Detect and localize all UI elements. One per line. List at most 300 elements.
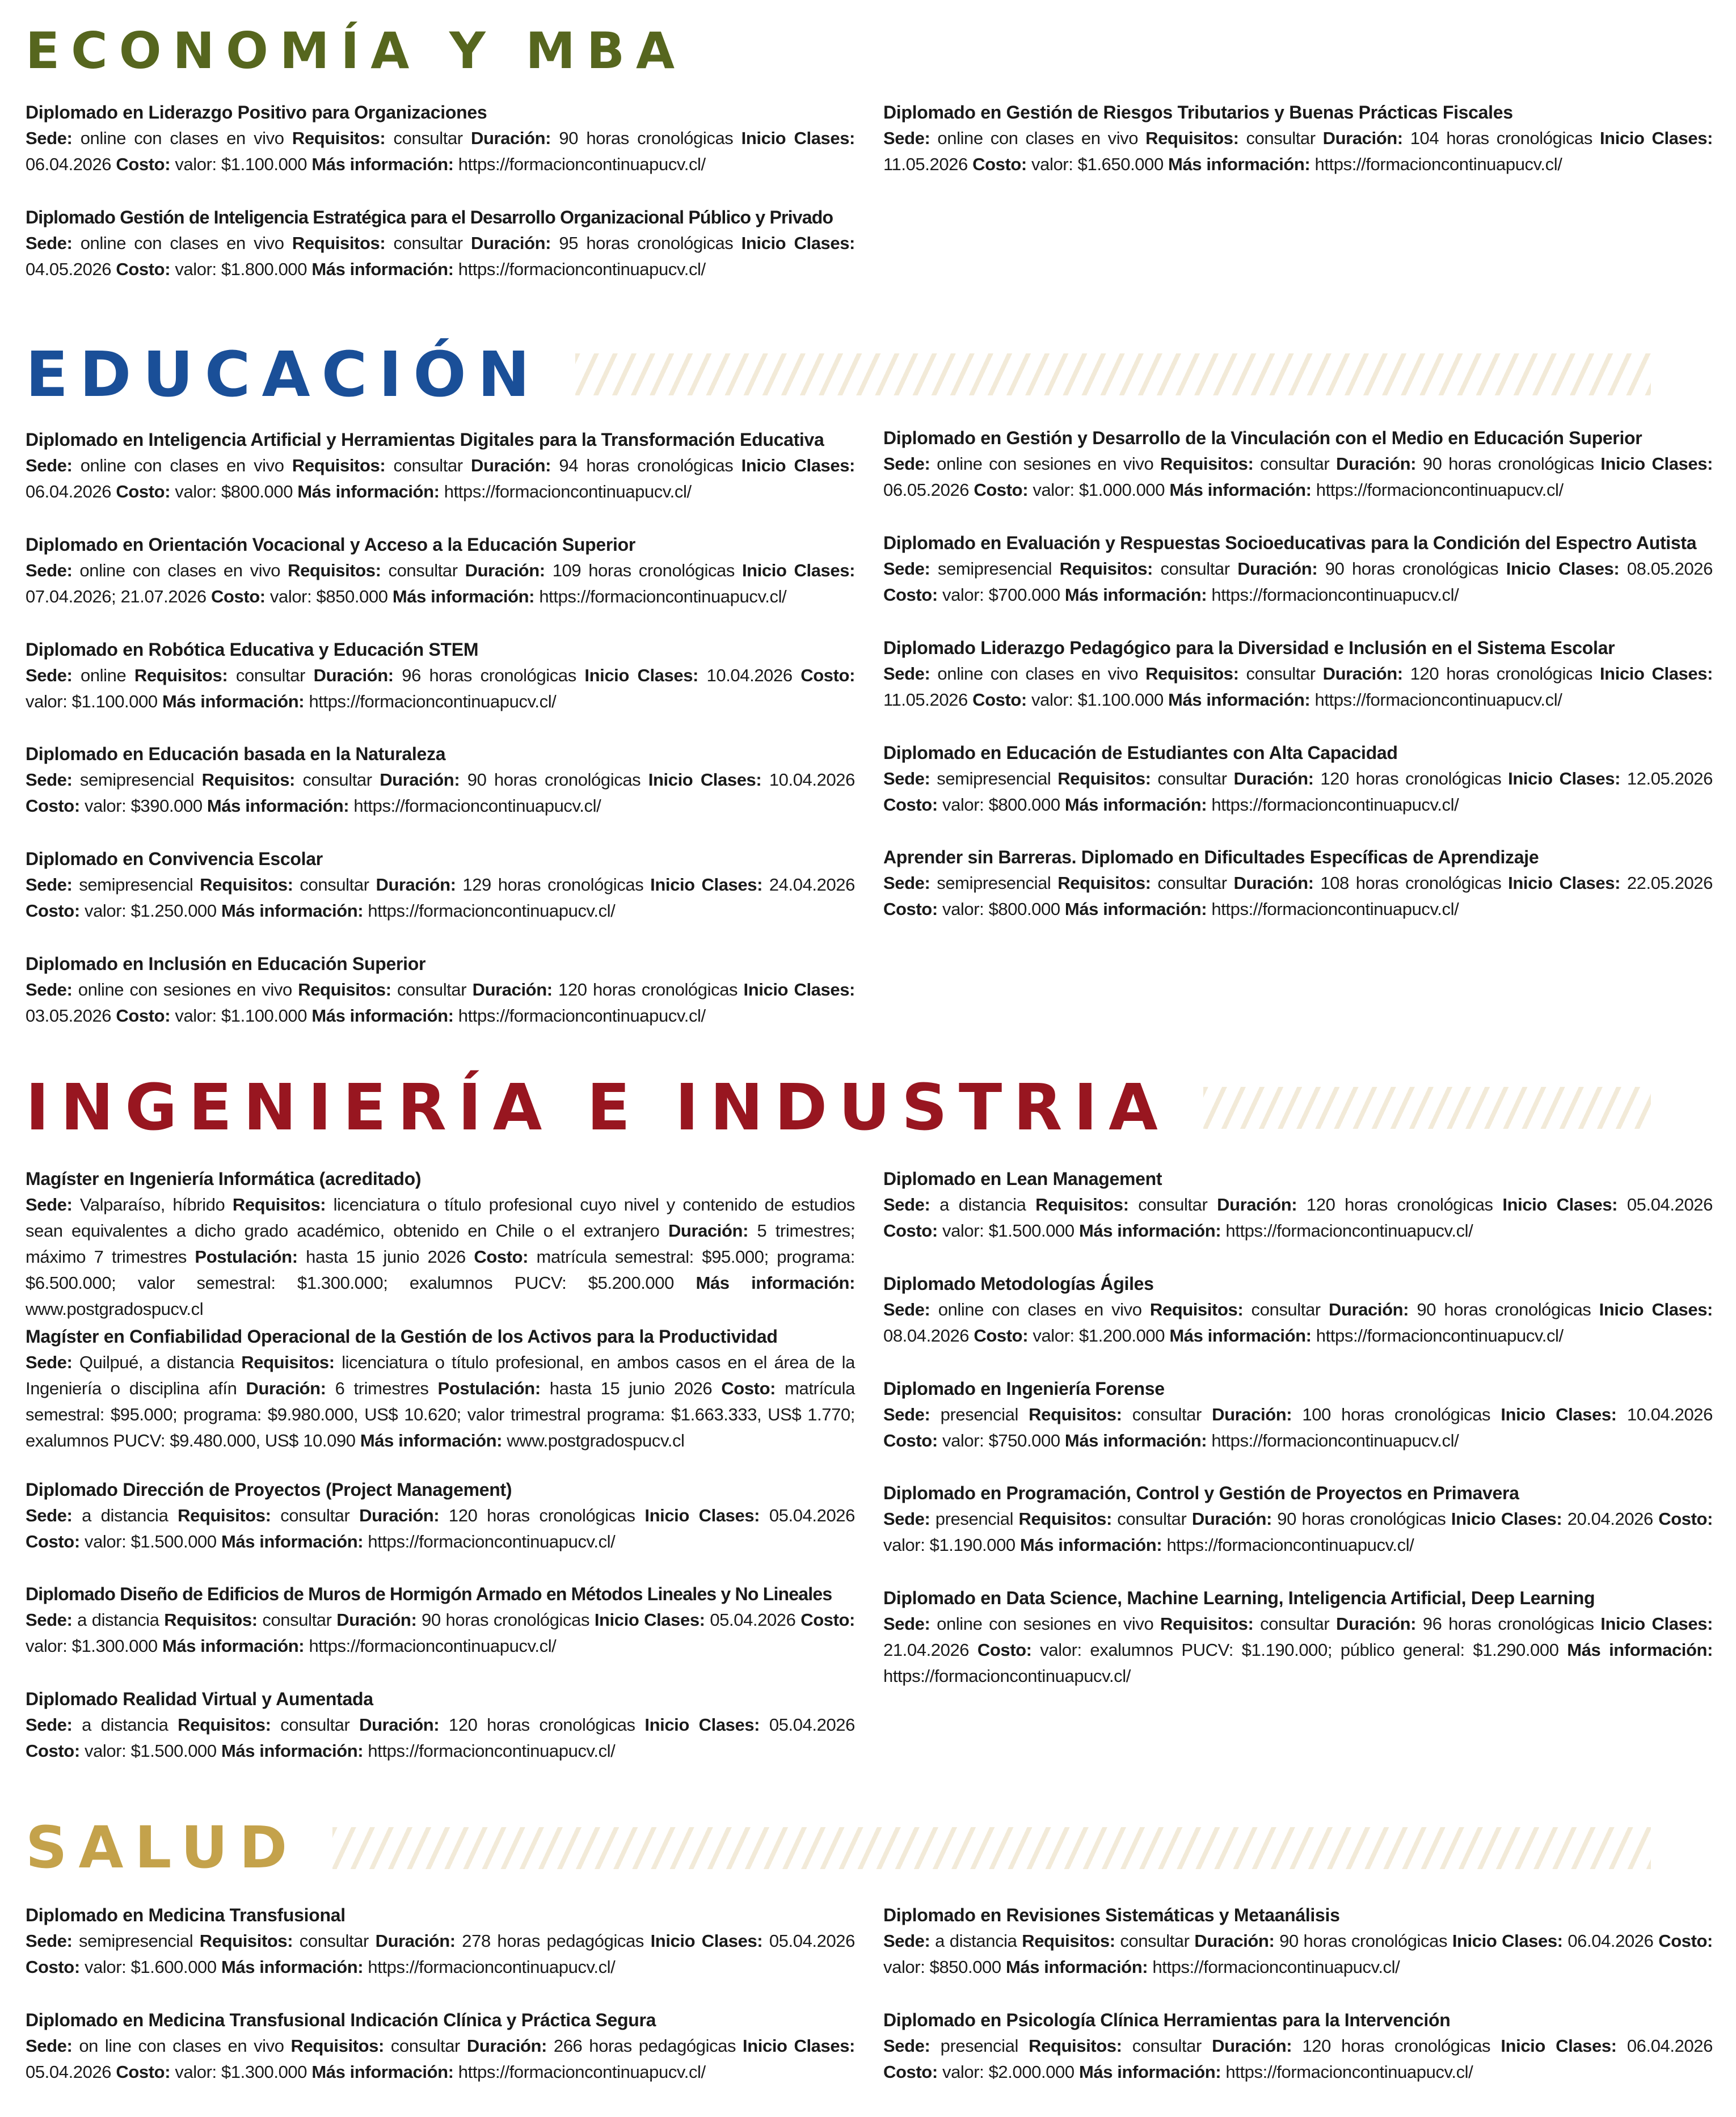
costo-value: matrícula semestral: $95.000; programa: $6.500.000; valor semestral: $1.300.000; exalumnos PUCV: $5.200.000 — [26, 1247, 855, 1293]
requisitos-value: consultar — [385, 128, 471, 148]
program-title: Diplomado en Ingeniería Forense — [883, 1378, 1165, 1399]
requisitos-label: Requisitos: — [201, 770, 295, 790]
program-item — [26, 1581, 855, 1659]
inicio-clases-label: Inicio Clases: — [743, 2036, 855, 2056]
duracion-label: Duración: — [1212, 1405, 1292, 1424]
inicio-clases-label: Inicio Clases: — [741, 560, 855, 580]
info-link-value[interactable]: https://formacioncontinuapucv.cl/ — [363, 1957, 616, 1977]
info-link-label: Más información: — [221, 901, 364, 921]
postulacion-label: Postulación: — [437, 1378, 541, 1398]
requisitos-label: Requisitos: — [134, 665, 228, 685]
requisitos-label: Requisitos: — [1160, 1614, 1254, 1634]
requisitos-value: consultar — [385, 456, 471, 475]
program-title: Diplomado Diseño de Edificios de Muros de Hormigón Armado en Métodos Lineales y No Lineales — [26, 1584, 832, 1604]
info-link-label: Más información: — [1567, 1640, 1713, 1660]
costo-label: Costo: — [116, 482, 171, 501]
info-link-label: Más información: — [297, 482, 440, 501]
requisitos-value: licenciatura o título profesional cuyo nivel y contenido de estudios sean equivalentes a dicho grado académico, obtenido en Chile o el extranjero — [26, 1195, 855, 1241]
costo-label: Costo: — [972, 154, 1027, 174]
duracion-label: Duración: — [471, 128, 551, 148]
info-link-value[interactable]: https://formacioncontinuapucv.cl/ — [1207, 585, 1459, 605]
program-details — [26, 977, 855, 1029]
info-link-value[interactable]: www.postgradospucv.cl — [26, 1299, 204, 1319]
requisitos-value: consultar — [227, 665, 314, 685]
inicio-clases-value: 06.04.2026 — [1562, 1931, 1659, 1951]
inicio-clases-label: Inicio Clases: — [1502, 1195, 1618, 1214]
program-item — [26, 636, 855, 715]
costo-value: valor: $1.800.000 — [170, 259, 312, 279]
sede-label: Sede: — [26, 560, 73, 580]
duracion-value: 100 horas cronológicas — [1292, 1405, 1501, 1424]
costo-label: Costo: — [721, 1378, 776, 1398]
sede-value: semipresencial — [72, 770, 202, 790]
costo-label: Costo: — [210, 587, 266, 606]
inicio-clases-label: Inicio Clases: — [644, 1505, 760, 1525]
program-title: Diplomado en Gestión y Desarrollo de la Vinculación con el Medio en Educación Superior — [883, 428, 1642, 448]
program-item — [883, 1166, 1713, 1244]
program-title: Diplomado en Educación de Estudiantes con Alta Capacidad — [883, 743, 1398, 763]
sede-label: Sede: — [26, 875, 73, 895]
program-title: Diplomado en Gestión de Riesgos Tributarios y Buenas Prácticas Fiscales — [883, 102, 1513, 123]
program-details — [883, 1611, 1713, 1689]
inicio-clases-label: Inicio Clases: — [741, 128, 855, 148]
postulacion-value: hasta 15 junio 2026 — [540, 1378, 722, 1398]
requisitos-label: Requisitos: — [298, 980, 391, 1000]
info-link-value[interactable]: https://formacioncontinuapucv.cl/ — [439, 482, 692, 501]
costo-value: valor: $800.000 — [937, 795, 1065, 815]
inicio-clases-value: 05.04.2026 — [1617, 1195, 1713, 1214]
inicio-clases-value: 11.05.2026 — [883, 690, 973, 710]
info-link-label: Más información: — [311, 2062, 454, 2082]
duracion-value: 90 horas cronológicas — [1271, 1509, 1451, 1529]
duracion-label: Duración: — [1335, 454, 1417, 474]
requisitos-value: consultar — [391, 980, 473, 1000]
sede-value: online con sesiones en vivo — [930, 454, 1161, 474]
duracion-value: 90 horas cronológicas — [1317, 559, 1506, 579]
costo-label: Costo: — [474, 1247, 529, 1267]
info-link-value[interactable]: www.postgradospucv.cl — [502, 1431, 685, 1450]
requisitos-label: Requisitos: — [1035, 1195, 1129, 1214]
costo-label: Costo: — [116, 2062, 171, 2082]
duracion-value: 129 horas cronológicas — [456, 875, 651, 895]
costo-label: Costo: — [977, 1640, 1032, 1660]
requisitos-label: Requisitos: — [178, 1505, 271, 1525]
costo-label: Costo: — [883, 795, 938, 815]
info-link-value[interactable]: https://formacioncontinuapucv.cl/ — [453, 2062, 706, 2082]
info-link-value[interactable]: https://formacioncontinuapucv.cl/ — [883, 1666, 1131, 1686]
costo-value: valor: $850.000 — [265, 587, 393, 606]
requisitos-value: consultar — [385, 233, 471, 253]
sede-label: Sede: — [26, 770, 73, 790]
program-details — [26, 230, 855, 282]
inicio-clases-label: Inicio Clases: — [1599, 1300, 1713, 1319]
program-item — [26, 1323, 855, 1454]
program-item — [883, 740, 1713, 818]
requisitos-value: consultar — [1128, 1195, 1217, 1214]
info-link-value[interactable]: https://formacioncontinuapucv.cl/ — [1148, 1957, 1400, 1977]
inicio-clases-label: Inicio Clases: — [650, 875, 763, 895]
inicio-clases-value: 06.04.2026 — [26, 482, 116, 501]
duracion-label: Duración: — [471, 233, 551, 253]
requisitos-label: Requisitos: — [1057, 769, 1151, 788]
costo-label: Costo: — [26, 1532, 80, 1551]
duracion-label: Duración: — [471, 456, 551, 475]
requisitos-label: Requisitos: — [1059, 559, 1153, 579]
info-link-label: Más información: — [311, 1006, 454, 1026]
program-item — [26, 1477, 855, 1555]
sede-value: a distancia — [72, 1610, 165, 1630]
sede-label: Sede: — [883, 1931, 930, 1951]
requisitos-value: consultar — [271, 1505, 360, 1525]
inicio-clases-label: Inicio Clases: — [1508, 873, 1621, 893]
program-title: Diplomado en Inclusión en Educación Superior — [26, 954, 426, 974]
program-details — [883, 2033, 1713, 2085]
sede-label: Sede: — [883, 1195, 930, 1214]
inicio-clases-label: Inicio Clases: — [644, 1715, 760, 1735]
sede-label: Sede: — [26, 1505, 73, 1525]
program-details — [883, 1402, 1713, 1454]
duracion-value: 120 horas cronológicas — [439, 1505, 645, 1525]
inicio-clases-label: Inicio Clases: — [741, 456, 855, 475]
requisitos-value: consultar — [293, 875, 376, 895]
requisitos-label: Requisitos: — [164, 1610, 258, 1630]
sede-label: Sede: — [883, 1300, 930, 1319]
duracion-label: Duración: — [668, 1221, 749, 1241]
duracion-label: Duración: — [359, 1715, 440, 1735]
duracion-label: Duración: — [246, 1378, 326, 1398]
costo-value: valor: $850.000 — [883, 1957, 1006, 1977]
info-link-label: Más información: — [696, 1273, 855, 1293]
postulacion-value: hasta 15 junio 2026 — [297, 1247, 474, 1267]
info-link-label: Más información: — [221, 1957, 364, 1977]
sede-label: Sede: — [883, 559, 930, 579]
program-details — [26, 2033, 855, 2085]
info-link-label: Más información: — [221, 1741, 364, 1761]
costo-label: Costo: — [116, 259, 171, 279]
info-link-label: Más información: — [360, 1431, 503, 1450]
inicio-clases-label: Inicio Clases: — [1600, 454, 1713, 474]
duracion-value: 278 horas pedagógicas — [455, 1931, 651, 1951]
program-details — [883, 556, 1713, 608]
info-link-value[interactable]: https://formacioncontinuapucv.cl/ — [363, 1741, 616, 1761]
program-title: Diplomado en Psicología Clínica Herramientas para la Intervención — [883, 2010, 1451, 2030]
program-item — [883, 1480, 1713, 1558]
requisitos-value: consultar — [381, 560, 465, 580]
info-link-label: Más información: — [1064, 899, 1207, 919]
info-link-value[interactable]: https://formacioncontinuapucv.cl/ — [1311, 1326, 1564, 1346]
program-item — [26, 1166, 855, 1322]
inicio-clases-value: 06.04.2026 — [26, 154, 116, 174]
sede-label: Sede: — [26, 665, 73, 685]
info-link-label: Más información: — [1168, 690, 1311, 710]
duracion-value: 5 trimestres; máximo 7 trimestres — [26, 1221, 855, 1267]
requisitos-label: Requisitos: — [1022, 1931, 1115, 1951]
duracion-value: 90 horas cronológicas — [1416, 454, 1601, 474]
info-link-label: Más información: — [1078, 1221, 1221, 1241]
postulacion-label: Postulación: — [195, 1247, 298, 1267]
info-link-value[interactable]: https://formacioncontinuapucv.cl/ — [1310, 690, 1562, 710]
program-details — [26, 1192, 855, 1322]
info-link-value[interactable]: https://formacioncontinuapucv.cl/ — [1207, 1431, 1459, 1450]
info-link-value[interactable]: https://formacioncontinuapucv.cl/ — [453, 154, 706, 174]
program-title: Diplomado en Medicina Transfusional Indicación Clínica y Práctica Segura — [26, 2010, 656, 2030]
info-link-label: Más información: — [1064, 795, 1207, 815]
duracion-value: 90 horas cronológicas — [460, 770, 648, 790]
costo-value: valor: $2.000.000 — [937, 2062, 1079, 2082]
duracion-label: Duración: — [380, 770, 460, 790]
inicio-clases-label: Inicio Clases: — [594, 1610, 705, 1630]
requisitos-label: Requisitos: — [292, 233, 386, 253]
costo-label: Costo: — [1658, 1509, 1713, 1529]
sede-label: Sede: — [883, 873, 930, 893]
program-title: Magíster en Ingeniería Informática (acreditado) — [26, 1169, 422, 1189]
program-item — [26, 427, 855, 505]
program-details — [26, 453, 855, 505]
inicio-clases-value: 22.05.2026 — [1620, 873, 1713, 893]
sede-label: Sede: — [26, 980, 73, 1000]
inicio-clases-label: Inicio Clases: — [1508, 769, 1621, 788]
info-link-label: Más información: — [1005, 1957, 1148, 1977]
sede-value: online con clases en vivo — [72, 560, 288, 580]
requisitos-label: Requisitos: — [290, 2036, 384, 2056]
requisitos-value: consultar — [1122, 1405, 1212, 1424]
requisitos-label: Requisitos: — [1145, 128, 1239, 148]
sede-label: Sede: — [26, 1715, 73, 1735]
program-title: Diplomado en Medicina Transfusional — [26, 1905, 345, 1925]
costo-label: Costo: — [116, 1006, 171, 1026]
costo-value: valor: $1.500.000 — [937, 1221, 1079, 1241]
costo-label: Costo: — [974, 1326, 1029, 1346]
sede-value: online con sesiones en vivo — [930, 1614, 1161, 1634]
sede-label: Sede: — [26, 2036, 73, 2056]
costo-value: valor: $800.000 — [937, 899, 1065, 919]
info-link-label: Más información: — [311, 154, 454, 174]
program-item — [26, 204, 855, 282]
info-link-label: Más información: — [162, 691, 305, 711]
program-title: Diplomado en Educación basada en la Naturaleza — [26, 744, 446, 764]
requisitos-value: consultar — [1238, 128, 1323, 148]
inicio-clases-value: 08.04.2026 — [883, 1326, 974, 1346]
costo-value: matrícula semestral: $95.000; programa: $9.980.000, US$ 10.620; valor trimestral programa: $1.663.333, US$ 1.770; exalumnos PUCV: $9.480.000, US$ 10.090 — [26, 1378, 855, 1450]
program-title: Diplomado en Liderazgo Positivo para Organizaciones — [26, 102, 487, 123]
info-link-label: Más información: — [1169, 1326, 1312, 1346]
sede-value: online — [72, 665, 134, 685]
costo-label: Costo: — [883, 899, 938, 919]
info-link-value[interactable]: https://formacioncontinuapucv.cl/ — [363, 901, 616, 921]
info-link-value[interactable]: https://formacioncontinuapucv.cl/ — [534, 587, 787, 606]
requisitos-value: consultar — [293, 1931, 376, 1951]
duracion-value: 96 horas cronológicas — [393, 665, 585, 685]
requisitos-value: consultar — [384, 2036, 467, 2056]
sede-label: Sede: — [26, 456, 73, 475]
duracion-label: Duración: — [1329, 1300, 1409, 1319]
duracion-value: 120 horas cronológicas — [1313, 769, 1509, 788]
costo-label: Costo: — [883, 1431, 938, 1450]
requisitos-label: Requisitos: — [232, 1195, 326, 1214]
program-details — [883, 1297, 1713, 1349]
info-link-value[interactable]: https://formacioncontinuapucv.cl/ — [1207, 899, 1459, 919]
info-link-value[interactable]: https://formacioncontinuapucv.cl/ — [453, 1006, 706, 1026]
costo-value: valor: $1.200.000 — [1028, 1326, 1170, 1346]
program-details — [26, 125, 855, 178]
duracion-value: 6 trimestres — [326, 1378, 438, 1398]
inicio-clases-value: 24.04.2026 — [762, 875, 855, 895]
duracion-value: 120 horas cronológicas — [439, 1715, 645, 1735]
info-link-value[interactable]: https://formacioncontinuapucv.cl/ — [1310, 154, 1562, 174]
requisitos-label: Requisitos: — [288, 560, 381, 580]
duracion-label: Duración: — [1217, 1195, 1297, 1214]
program-item — [883, 99, 1713, 178]
sede-value: on line con clases en vivo — [72, 2036, 291, 2056]
sede-label: Sede: — [883, 2036, 930, 2056]
duracion-label: Duración: — [1233, 873, 1314, 893]
duracion-value: 96 horas cronológicas — [1416, 1614, 1601, 1634]
info-link-value[interactable]: https://formacioncontinuapucv.cl/ — [363, 1532, 616, 1551]
program-title: Diplomado en Revisiones Sistemáticas y Metaanálisis — [883, 1905, 1340, 1925]
duracion-label: Duración: — [465, 560, 545, 580]
sede-label: Sede: — [26, 1352, 73, 1372]
duracion-label: Duración: — [1322, 664, 1403, 684]
inicio-clases-label: Inicio Clases: — [741, 233, 855, 253]
info-link-value[interactable]: https://formacioncontinuapucv.cl/ — [1221, 1221, 1473, 1241]
inicio-clases-value: 06.04.2026 — [1616, 2036, 1713, 2056]
info-link-label: Más información: — [1019, 1535, 1162, 1555]
duracion-label: Duración: — [472, 980, 553, 1000]
costo-label: Costo: — [116, 154, 171, 174]
program-item — [26, 2007, 855, 2085]
program-item — [26, 1902, 855, 1980]
info-link-label: Más información: — [207, 796, 349, 816]
sede-value: presencial — [930, 2036, 1029, 2056]
sede-label: Sede: — [883, 1405, 930, 1424]
program-title: Aprender sin Barreras. Diplomado en Dificultades Específicas de Aprendizaje — [883, 847, 1539, 867]
duracion-label: Duración: — [375, 1931, 456, 1951]
duracion-value: 104 horas cronológicas — [1402, 128, 1600, 148]
sede-value: online con clases en vivo — [930, 1300, 1150, 1319]
requisitos-label: Requisitos: — [1018, 1509, 1112, 1529]
info-link-value[interactable]: https://formacioncontinuapucv.cl/ — [349, 796, 601, 816]
info-link-label: Más información: — [1169, 480, 1312, 500]
requisitos-label: Requisitos: — [241, 1352, 335, 1372]
requisitos-value: consultar — [1152, 559, 1238, 579]
costo-value: valor: $750.000 — [937, 1431, 1065, 1450]
duracion-value: 94 horas cronológicas — [551, 456, 741, 475]
sede-value: a distancia — [72, 1715, 178, 1735]
program-title: Diplomado en Inteligencia Artificial y Herramientas Digitales para la Transformación Educativa — [26, 429, 824, 450]
sede-label: Sede: — [883, 1614, 930, 1634]
info-link-value[interactable]: https://formacioncontinuapucv.cl/ — [453, 259, 706, 279]
program-item — [26, 1686, 855, 1764]
costo-value: valor: $1.100.000 — [26, 691, 162, 711]
costo-value: valor: $390.000 — [79, 796, 207, 816]
requisitos-label: Requisitos: — [1160, 454, 1254, 474]
program-details — [26, 558, 855, 610]
sede-value: a distancia — [72, 1505, 178, 1525]
costo-label: Costo: — [883, 585, 938, 605]
requisitos-label: Requisitos: — [292, 456, 386, 475]
sede-value: a distancia — [930, 1931, 1022, 1951]
duracion-value: 90 horas cronológicas — [1274, 1931, 1452, 1951]
costo-value: valor: $1.190.000 — [883, 1535, 1020, 1555]
sede-label: Sede: — [883, 128, 930, 148]
costo-label: Costo: — [972, 690, 1027, 710]
program-item — [883, 1585, 1713, 1689]
inicio-clases-label: Inicio Clases: — [1501, 1405, 1617, 1424]
info-link-value[interactable]: https://formacioncontinuapucv.cl/ — [1221, 2062, 1473, 2082]
inicio-clases-value: 20.04.2026 — [1562, 1509, 1659, 1529]
section-header-educacion — [26, 338, 1651, 411]
program-title: Diplomado en Data Science, Machine Learning, Inteligencia Artificial, Deep Learning — [883, 1588, 1595, 1608]
program-details — [26, 1928, 855, 1980]
duracion-value: 90 horas cronológicas — [551, 128, 741, 148]
program-title: Diplomado en Convivencia Escolar — [26, 849, 323, 869]
program-details — [26, 1712, 855, 1764]
sede-value: semipresencial — [930, 769, 1058, 788]
info-link-label: Más información: — [1078, 2062, 1221, 2082]
sede-label: Sede: — [26, 128, 73, 148]
sede-value: Valparaíso, híbrido — [72, 1195, 233, 1214]
info-link-label: Más información: — [1064, 585, 1207, 605]
duracion-label: Duración: — [1194, 1931, 1275, 1951]
inicio-clases-value: 05.04.2026 — [705, 1610, 801, 1630]
sede-value: presencial — [930, 1405, 1029, 1424]
program-item — [883, 1376, 1713, 1454]
duracion-value: 90 horas cronológicas — [1409, 1300, 1599, 1319]
requisitos-value: consultar — [1151, 873, 1234, 893]
inicio-clases-label: Inicio Clases: — [1599, 128, 1713, 148]
sede-label: Sede: — [26, 1195, 73, 1214]
inicio-clases-value: 12.05.2026 — [1620, 769, 1713, 788]
sede-value: online con clases en vivo — [930, 664, 1146, 684]
duracion-label: Duración: — [313, 665, 394, 685]
costo-value: valor: $1.100.000 — [170, 154, 312, 174]
program-item — [883, 635, 1713, 713]
section-title: EDUCACIÓN — [26, 338, 541, 411]
inicio-clases-value: 03.05.2026 — [26, 1006, 116, 1026]
info-link-value[interactable]: https://formacioncontinuapucv.cl/ — [304, 691, 557, 711]
costo-value: valor: $1.300.000 — [26, 1636, 162, 1656]
program-item — [883, 844, 1713, 922]
info-link-value[interactable]: https://formacioncontinuapucv.cl/ — [304, 1636, 557, 1656]
duracion-label: Duración: — [359, 1505, 440, 1525]
costo-value: valor: $800.000 — [170, 482, 298, 501]
duracion-label: Duración: — [1237, 559, 1318, 579]
sede-label: Sede: — [883, 664, 930, 684]
requisitos-value: consultar — [1151, 769, 1234, 788]
program-details — [26, 872, 855, 924]
program-details — [26, 767, 855, 819]
costo-label: Costo: — [26, 1957, 80, 1977]
requisitos-label: Requisitos: — [1029, 2036, 1122, 2056]
costo-label: Costo: — [26, 901, 80, 921]
program-item — [883, 425, 1713, 503]
sede-label: Sede: — [26, 1610, 73, 1630]
duracion-label: Duración: — [1212, 2036, 1292, 2056]
inicio-clases-value: 07.04.2026; 21.07.2026 — [26, 587, 211, 606]
program-item — [26, 741, 855, 819]
program-item — [26, 951, 855, 1029]
costo-value: valor: $1.250.000 — [79, 901, 221, 921]
info-link-value[interactable]: https://formacioncontinuapucv.cl/ — [1162, 1535, 1414, 1555]
info-link-value[interactable]: https://formacioncontinuapucv.cl/ — [1311, 480, 1564, 500]
duracion-value: 109 horas cronológicas — [545, 560, 742, 580]
program-item — [883, 1902, 1713, 1980]
costo-label: Costo: — [1658, 1931, 1713, 1951]
info-link-label: Más información: — [162, 1636, 305, 1656]
costo-value: valor: exalumnos PUCV: $1.190.000; público general: $1.290.000 — [1031, 1640, 1568, 1660]
section-header-ingenieria — [26, 1069, 1651, 1146]
info-link-value[interactable]: https://formacioncontinuapucv.cl/ — [1207, 795, 1459, 815]
